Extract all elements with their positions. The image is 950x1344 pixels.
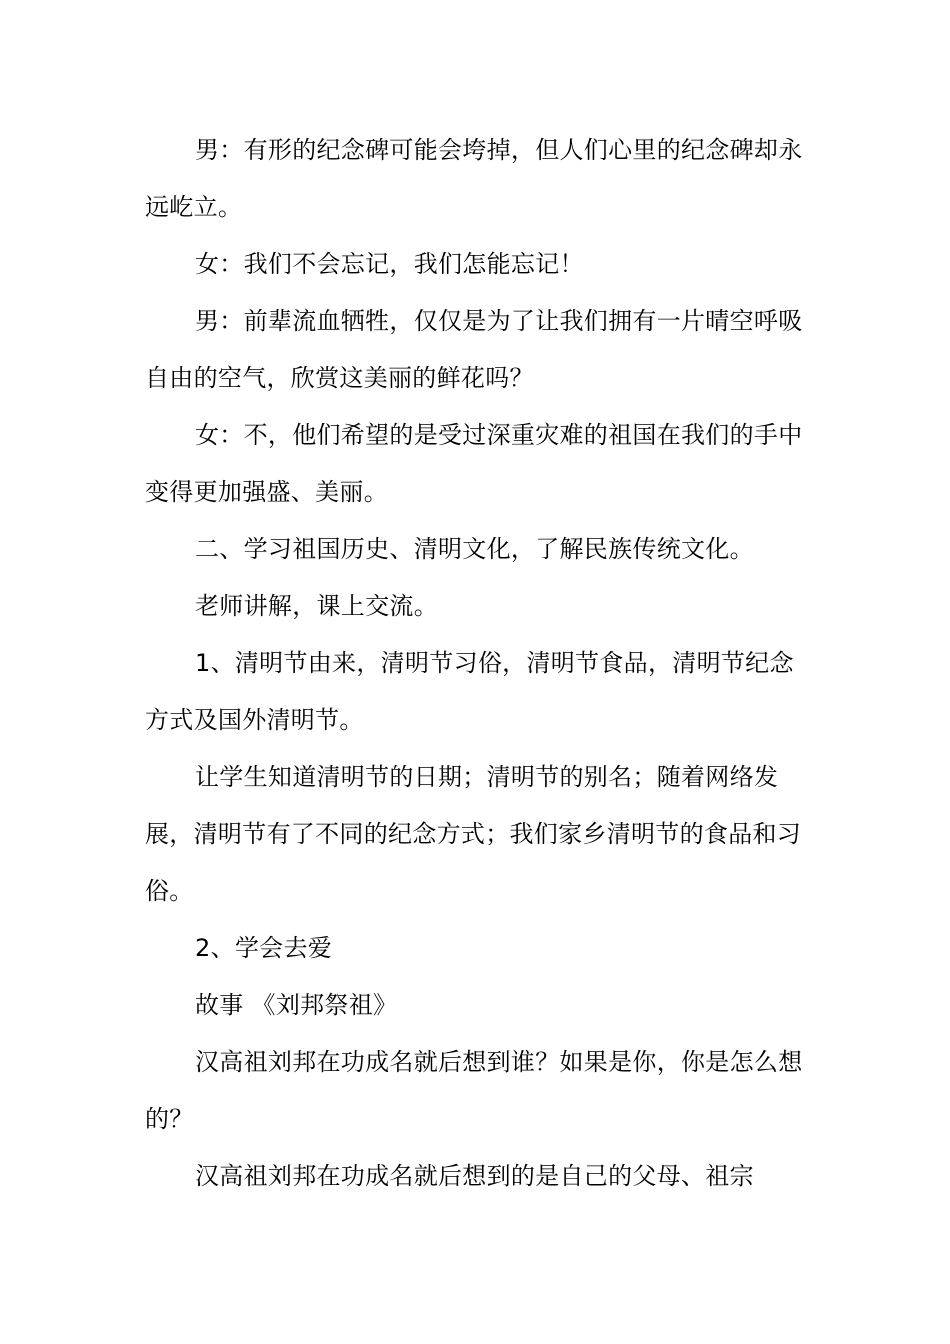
paragraph: 汉高祖刘邦在功成名就后想到谁？如果是你，你是怎么想的？ (145, 1048, 803, 1133)
list-item: 1、清明节由来，清明节习俗，清明节食品，清明节纪念方式及国外清明节。 (145, 649, 794, 734)
paragraph: 男：有形的纪念碑可能会垮掉，但人们心里的纪念碑却永远屹立。 (145, 136, 803, 221)
paragraph: 让学生知道清明节的日期；清明节的别名；随着网络发展，清明节有了不同的纪念方式；我们家乡清明节的食品和习俗。 (145, 763, 802, 905)
list-item: 2、学会去爱 (195, 934, 333, 962)
paragraph: 汉高祖刘邦在功成名就后想到的是自己的父母、祖宗 (195, 1162, 754, 1190)
paragraph: 女：不，他们希望的是受过深重灾难的祖国在我们的手中变得更加强盛、美丽。 (145, 421, 803, 506)
paragraph: 女：我们不会忘记，我们怎能忘记！ (195, 250, 584, 278)
paragraph: 男：前辈流血牺牲，仅仅是为了让我们拥有一片晴空呼吸自由的空气，欣赏这美丽的鲜花吗？ (145, 307, 803, 392)
story-title: 故事 《刘邦祭祖》 (195, 991, 398, 1019)
section-heading: 二、学习祖国历史、清明文化，了解民族传统文化。 (195, 535, 754, 563)
paragraph: 老师讲解，课上交流。 (195, 592, 438, 620)
